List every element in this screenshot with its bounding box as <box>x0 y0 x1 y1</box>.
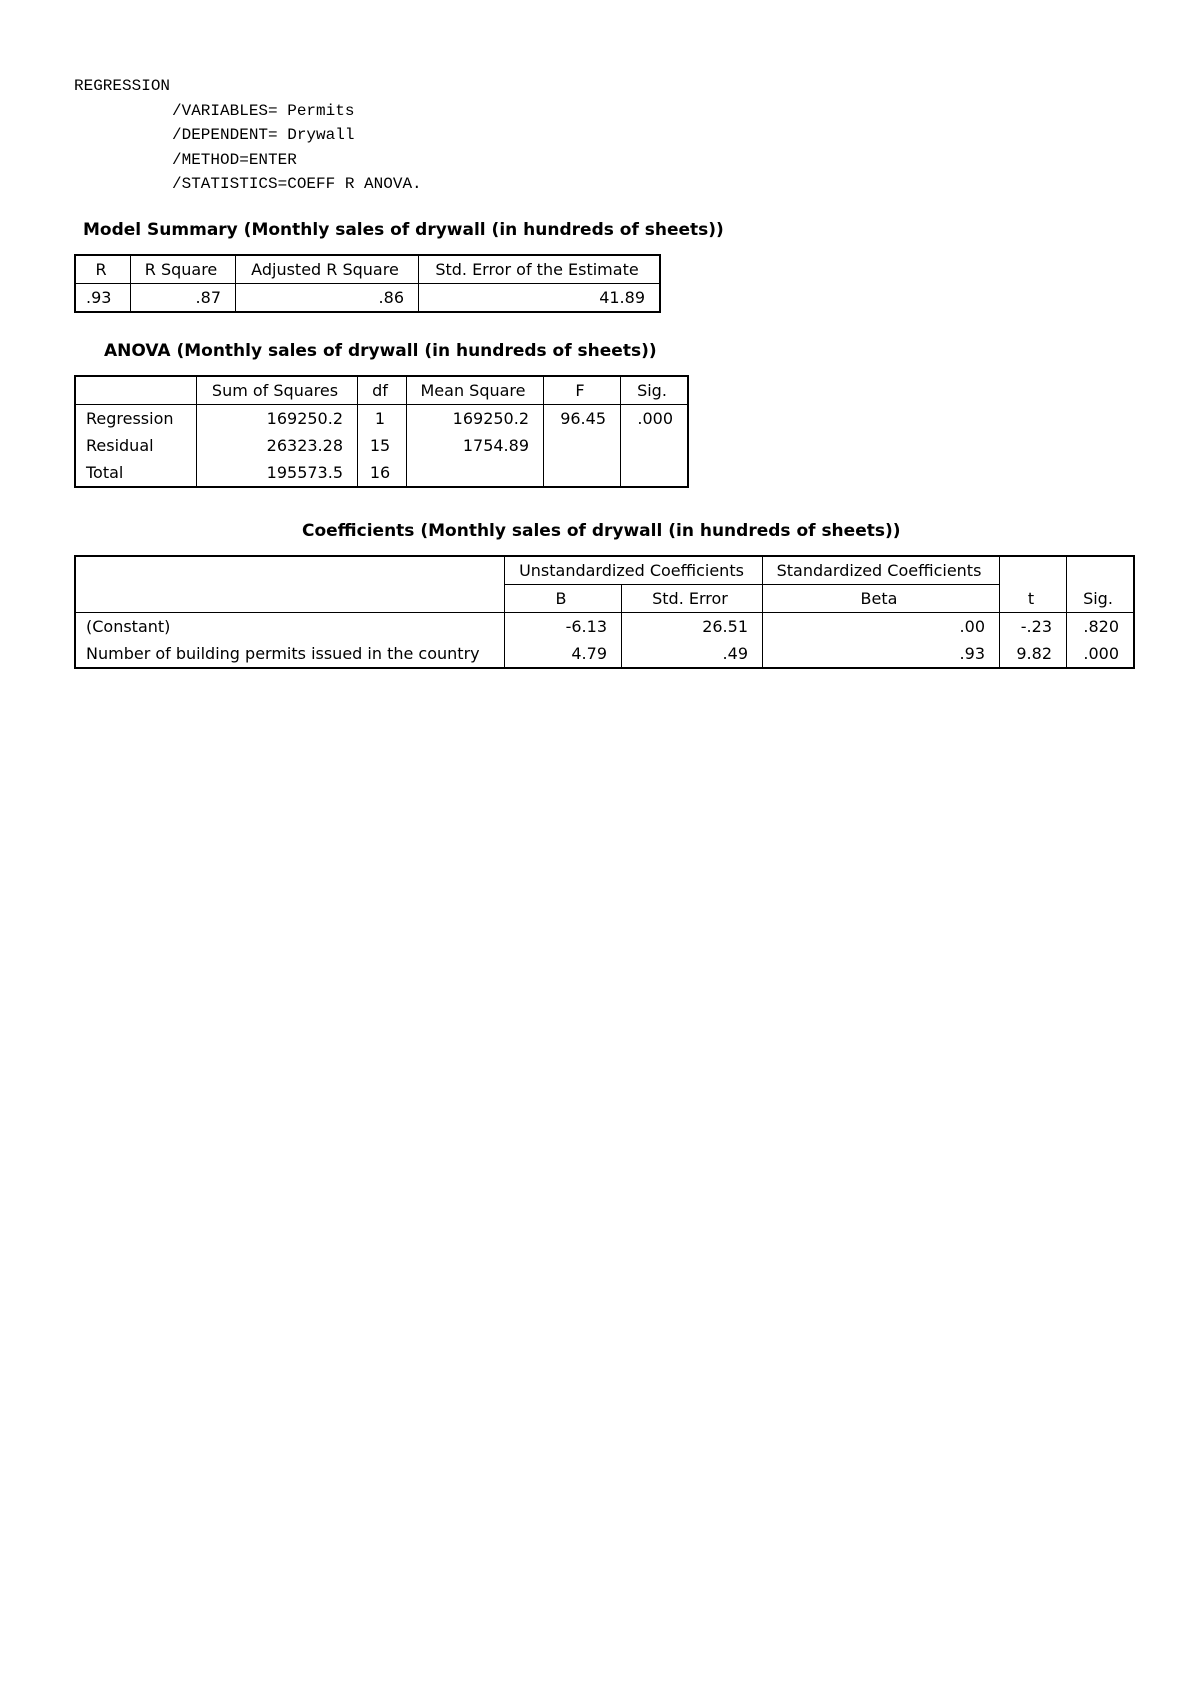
cell: Total <box>75 459 197 487</box>
cell: .49 <box>622 640 763 668</box>
cell: 195573.5 <box>197 459 358 487</box>
cell: 26.51 <box>622 613 763 641</box>
cell: .93 <box>763 640 1000 668</box>
cell <box>544 432 621 459</box>
cell: 26323.28 <box>197 432 358 459</box>
table-header-row <box>75 376 688 405</box>
cell: Residual <box>75 432 197 459</box>
header-cell: Sum of Squares <box>197 376 358 405</box>
cell: .00 <box>763 613 1000 641</box>
cell: (Constant) <box>75 613 505 641</box>
cell: 169250.2 <box>407 405 544 433</box>
header-cell: t <box>1000 585 1067 613</box>
cell: .86 <box>236 284 419 313</box>
header-cell <box>1067 556 1135 585</box>
syntax-line: /VARIABLES= Permits <box>172 101 355 120</box>
cell <box>544 459 621 487</box>
cell: 1754.89 <box>407 432 544 459</box>
coefficients-table <box>74 555 1135 669</box>
table-row <box>75 284 660 313</box>
header-cell: Beta <box>763 585 1000 613</box>
table-row <box>75 432 688 459</box>
header-cell: R <box>75 255 131 284</box>
cell <box>621 459 689 487</box>
cell: -.23 <box>1000 613 1067 641</box>
cell: 41.89 <box>419 284 661 313</box>
cell: .820 <box>1067 613 1135 641</box>
header-cell: Std. Error <box>622 585 763 613</box>
table-row <box>75 405 688 433</box>
cell: Number of building permits issued in the country <box>75 640 505 668</box>
table-row <box>75 613 1134 641</box>
header-cell: B <box>505 585 622 613</box>
header-cell <box>75 556 505 613</box>
cell: 1 <box>358 405 407 433</box>
header-cell: Std. Error of the Estimate <box>419 255 661 284</box>
model-summary-title: Model Summary (Monthly sales of drywall (in hundreds of sheets)) <box>83 220 724 240</box>
regression-syntax <box>74 74 422 197</box>
syntax-line: /DEPENDENT= Drywall <box>172 126 355 144</box>
table-header-row <box>75 255 660 284</box>
cell: 15 <box>358 432 407 459</box>
cell: .93 <box>75 284 131 313</box>
header-cell: Sig. <box>1067 585 1135 613</box>
syntax-line: REGRESSION <box>74 77 171 95</box>
header-cell <box>75 376 197 405</box>
header-cell: F <box>544 376 621 405</box>
anova-title: ANOVA (Monthly sales of drywall (in hundreds of sheets)) <box>104 341 657 361</box>
cell: 96.45 <box>544 405 621 433</box>
header-cell: df <box>358 376 407 405</box>
cell <box>621 432 689 459</box>
group-header-cell: Standardized Coefficients <box>763 556 1000 585</box>
syntax-line: /METHOD=ENTER <box>172 150 297 169</box>
coefficients-title: Coefficients (Monthly sales of drywall (in hundreds of sheets)) <box>302 521 901 541</box>
cell: .000 <box>1067 640 1135 668</box>
cell: .000 <box>621 405 689 433</box>
header-cell: R Square <box>131 255 236 284</box>
cell: 169250.2 <box>197 405 358 433</box>
table-row <box>75 459 688 487</box>
header-cell <box>1000 556 1067 585</box>
cell: -6.13 <box>505 613 622 641</box>
group-header-cell: Unstandardized Coefficients <box>505 556 763 585</box>
cell <box>407 459 544 487</box>
syntax-line: /STATISTICS=COEFF R ANOVA. <box>172 175 422 193</box>
table-header-row <box>75 556 1134 585</box>
header-cell: Mean Square <box>407 376 544 405</box>
model-summary-table <box>74 254 661 313</box>
cell: Regression <box>75 405 197 433</box>
cell: 4.79 <box>505 640 622 668</box>
header-cell: Sig. <box>621 376 689 405</box>
table-row <box>75 640 1134 668</box>
header-cell: Adjusted R Square <box>236 255 419 284</box>
cell: 16 <box>358 459 407 487</box>
cell: 9.82 <box>1000 640 1067 668</box>
cell: .87 <box>131 284 236 313</box>
anova-table <box>74 375 689 488</box>
